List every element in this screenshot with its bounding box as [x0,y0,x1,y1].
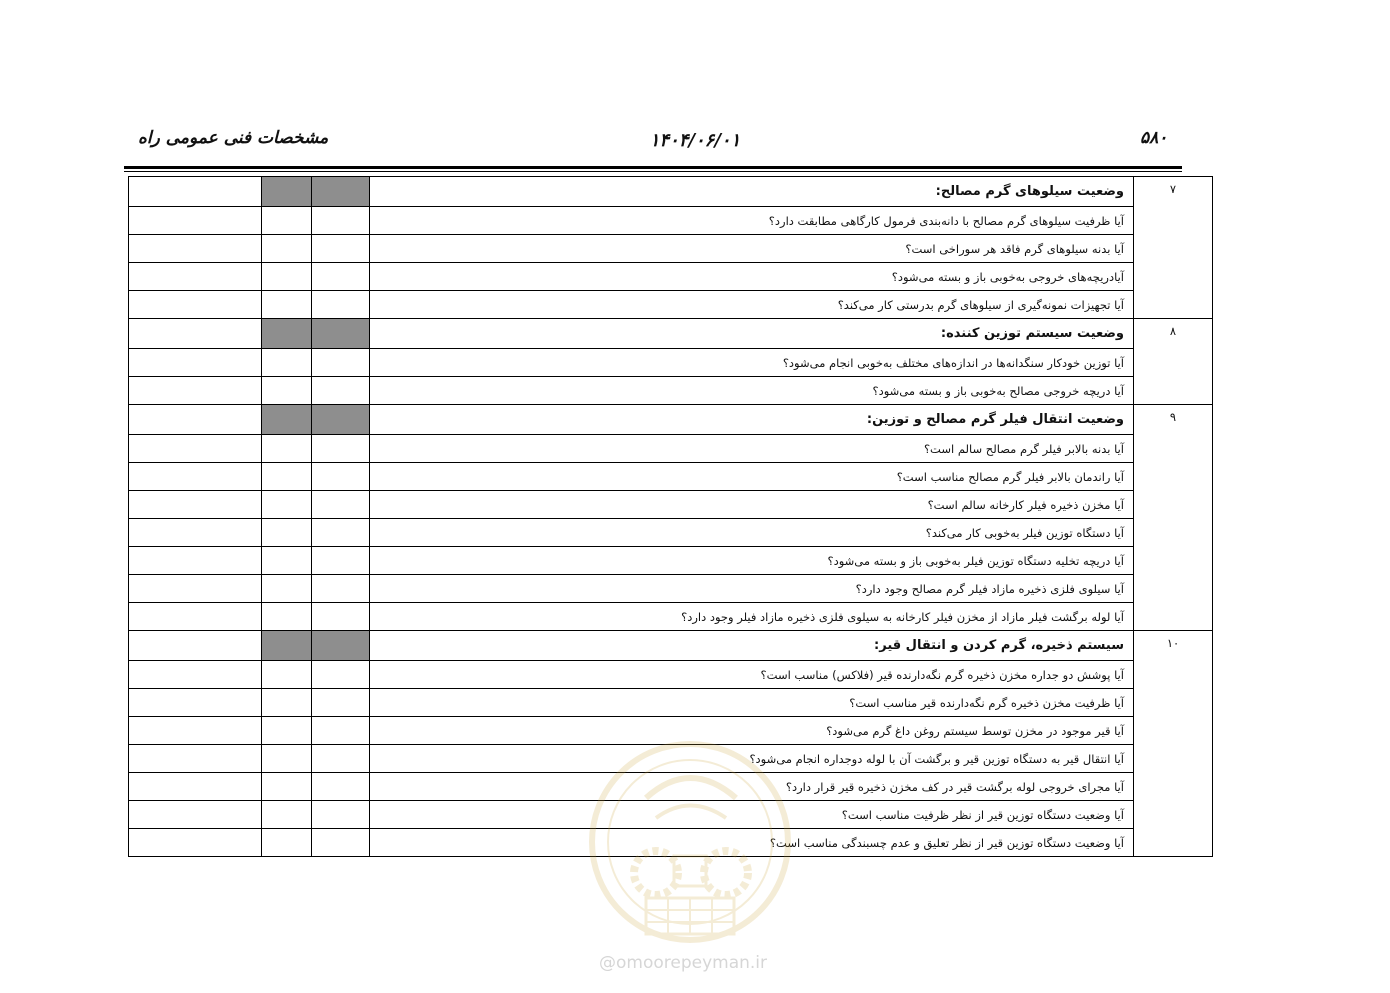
answer-cell[interactable] [262,717,312,745]
section-title: وضعیت انتقال فیلر گرم مصالح و توزین: [370,405,1134,435]
question-row [129,291,1213,319]
shaded-cell [312,319,370,349]
question-text: آیا تجهیزات نمونه‌گیری از سیلوهای گرم بدرستی کار می‌کند؟ [370,291,1134,319]
shaded-cell [312,405,370,435]
answer-cell[interactable] [262,773,312,801]
remarks-cell[interactable] [129,575,262,603]
question-text: آیادریچه‌های خروجی به‌خوبی باز و بسته می‌شود؟ [370,263,1134,291]
answer-cell[interactable] [262,801,312,829]
shaded-cell [262,319,312,349]
answer-cell[interactable] [312,773,370,801]
answer-cell[interactable] [312,801,370,829]
question-text: آیا وضعیت دستگاه توزین قیر از نظر تعلیق و عدم چسبندگی مناسب است؟ [370,829,1134,857]
question-row [129,463,1213,491]
question-text: آیا دریچه خروجی مصالح به‌خوبی باز و بسته می‌شود؟ [370,377,1134,405]
remarks-cell[interactable] [129,463,262,491]
remarks-cell[interactable] [129,717,262,745]
remarks-cell[interactable] [129,745,262,773]
shaded-cell [312,631,370,661]
question-text: آیا دستگاه توزین فیلر به‌خوبی کار می‌کند؟ [370,519,1134,547]
watermark-url: @omoorepeyman.ir [599,953,768,973]
answer-cell[interactable] [312,519,370,547]
remarks-cell[interactable] [129,547,262,575]
section-title: سیستم ذخیره، گرم کردن و انتقال قیر: [370,631,1134,661]
answer-cell[interactable] [262,519,312,547]
remarks-cell[interactable] [129,603,262,631]
answer-cell[interactable] [312,661,370,689]
answer-cell[interactable] [312,745,370,773]
answer-cell[interactable] [262,661,312,689]
remarks-cell [129,631,262,661]
remarks-cell[interactable] [129,207,262,235]
remarks-cell[interactable] [129,435,262,463]
remarks-cell[interactable] [129,263,262,291]
question-text: آیا پوشش دو جداره مخزن ذخیره گرم نگه‌دارنده قیر (فلاکس) مناسب است؟ [370,661,1134,689]
question-text: آیا وضعیت دستگاه توزین قیر از نظر ظرفیت مناسب است؟ [370,801,1134,829]
answer-cell[interactable] [312,717,370,745]
question-row [129,661,1213,689]
document-title: مشخصات فنی عمومی راه [138,128,329,148]
answer-cell[interactable] [262,349,312,377]
remarks-cell[interactable] [129,689,262,717]
section-title: وضعیت سیلوهای گرم مصالح: [370,177,1134,207]
answer-cell[interactable] [312,603,370,631]
remarks-cell [129,177,262,207]
question-text: آیا دریچه تخلیه دستگاه توزین فیلر به‌خوبی باز و بسته می‌شود؟ [370,547,1134,575]
answer-cell[interactable] [262,547,312,575]
answer-cell[interactable] [262,235,312,263]
remarks-cell[interactable] [129,773,262,801]
question-row [129,689,1213,717]
answer-cell[interactable] [262,745,312,773]
remarks-cell[interactable] [129,519,262,547]
question-row [129,235,1213,263]
answer-cell[interactable] [262,377,312,405]
section-number: ۷ [1134,177,1213,319]
question-text: آیا لوله برگشت فیلر مازاد از مخزن فیلر کارخانه به سیلوی فلزی ذخیره مازاد فیلر وجود دارد؟ [370,603,1134,631]
question-text: آیا ظرفیت سیلوهای گرم مصالح با دانه‌بندی فرمول کارگاهی مطابقت دارد؟ [370,207,1134,235]
answer-cell[interactable] [262,603,312,631]
section-title: وضعیت سیستم توزین کننده: [370,319,1134,349]
remarks-cell[interactable] [129,235,262,263]
section-number: ۸ [1134,319,1213,405]
watermark-logo-icon [586,738,794,953]
answer-cell[interactable] [312,829,370,857]
answer-cell[interactable] [312,463,370,491]
question-text: آیا بدنه بالابر فیلر گرم مصالح سالم است؟ [370,435,1134,463]
answer-cell[interactable] [312,435,370,463]
remarks-cell[interactable] [129,377,262,405]
answer-cell[interactable] [312,575,370,603]
section-header-row [129,319,1213,349]
question-row [129,207,1213,235]
question-text: آیا بدنه سیلوهای گرم فاقد هر سوراخی است؟ [370,235,1134,263]
section-number: ۹ [1134,405,1213,631]
remarks-cell[interactable] [129,829,262,857]
answer-cell[interactable] [312,349,370,377]
question-row [129,519,1213,547]
question-row [129,575,1213,603]
answer-cell[interactable] [312,235,370,263]
answer-cell[interactable] [312,377,370,405]
answer-cell[interactable] [312,491,370,519]
answer-cell[interactable] [262,829,312,857]
page-number: ۵۸۰ [1140,128,1168,148]
question-text: آیا توزین خودکار سنگدانه‌ها در اندازه‌های مختلف به‌خوبی انجام می‌شود؟ [370,349,1134,377]
remarks-cell[interactable] [129,801,262,829]
question-text: آیا انتقال قیر به دستگاه توزین قیر و برگشت آن با لوله دوجداره انجام می‌شود؟ [370,745,1134,773]
answer-cell[interactable] [262,263,312,291]
section-header-row [129,177,1213,207]
question-text: آیا سیلوی فلزی ذخیره مازاد فیلر گرم مصالح وجود دارد؟ [370,575,1134,603]
question-text: آیا ظرفیت مخزن ذخیره گرم نگه‌دارنده قیر مناسب است؟ [370,689,1134,717]
answer-cell[interactable] [262,463,312,491]
answer-cell[interactable] [262,689,312,717]
shaded-cell [312,177,370,207]
remarks-cell [129,319,262,349]
question-text: آیا قیر موجود در مخزن توسط سیستم روغن داغ گرم می‌شود؟ [370,717,1134,745]
question-row [129,263,1213,291]
question-row [129,547,1213,575]
answer-cell[interactable] [262,575,312,603]
section-header-row [129,405,1213,435]
remarks-cell[interactable] [129,291,262,319]
question-row [129,377,1213,405]
shaded-cell [262,405,312,435]
answer-cell[interactable] [312,263,370,291]
remarks-cell[interactable] [129,349,262,377]
remarks-cell[interactable] [129,661,262,689]
section-number: ۱۰ [1134,631,1213,857]
remarks-cell [129,405,262,435]
question-text: آیا مخزن ذخیره فیلر کارخانه سالم است؟ [370,491,1134,519]
answer-cell[interactable] [262,491,312,519]
question-row [129,491,1213,519]
answer-cell[interactable] [262,207,312,235]
answer-cell[interactable] [312,291,370,319]
answer-cell[interactable] [312,547,370,575]
header-rule-thin [124,171,1182,172]
answer-cell[interactable] [262,435,312,463]
answer-cell[interactable] [262,291,312,319]
question-row [129,435,1213,463]
answer-cell[interactable] [312,207,370,235]
section-header-row [129,631,1213,661]
document-date: ۱۴۰۴/۰۶/۰۱ [649,130,741,151]
remarks-cell[interactable] [129,491,262,519]
answer-cell[interactable] [312,689,370,717]
shaded-cell [262,177,312,207]
question-text: آیا راندمان بالابر فیلر گرم مصالح مناسب است؟ [370,463,1134,491]
question-row [129,349,1213,377]
question-row [129,603,1213,631]
question-text: آیا مجرای خروجی لوله برگشت قیر در کف مخزن ذخیره قیر قرار دارد؟ [370,773,1134,801]
header-rule-thick [124,166,1182,169]
shaded-cell [262,631,312,661]
